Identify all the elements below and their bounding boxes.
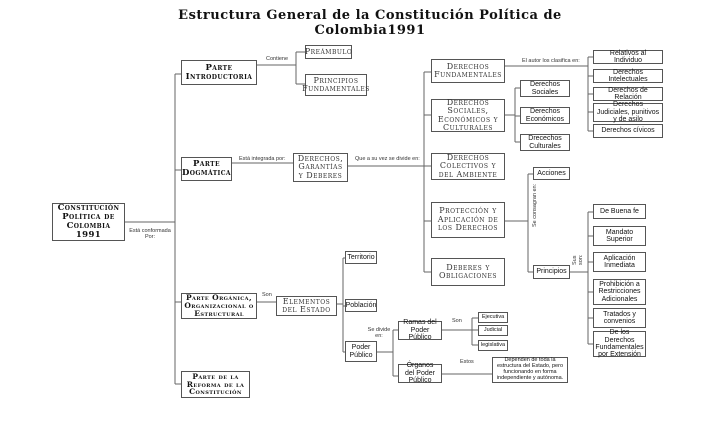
node-derechos-civicos: Derechos cívicos [593,124,663,138]
node-derechos-sociales: Derechos Sociales, Económicos y Culturales [431,99,505,132]
node-derechos-judiciales: Derechos Judiciales, punitivos y de asilo [593,103,663,122]
node-derechos-garantias-deberes: Derechos, Garantías y Deberes [293,153,348,182]
node-dependen: Dependen de toda la estructura del Estado, pero funcionando en forma independiente y autónoma. [492,357,568,383]
node-territorio: Territorio [345,251,377,264]
node-d-economicos: Derechos Económicos [520,107,570,124]
node-derechos-intelectuales: Derechos Intelectuales [593,69,663,83]
node-relativos-individuo: Relativos al Individuo [593,50,663,64]
label-son-organica: Son [262,292,272,298]
node-parte-dogmatica: Parte Dogmática [181,157,232,181]
label-sus-son: Sus son: [572,254,584,265]
node-deberes-obligaciones: Deberes y Obligaciones [431,258,505,286]
node-parte-introductoria: Parte Introductoria [181,60,257,85]
node-acciones: Acciones [533,167,570,180]
node-d-sociales: Derechos Sociales [520,80,570,97]
node-proteccion-derechos: Protección y Aplicación de los Derechos [431,202,505,238]
node-parte-organica: Parte Orgánica, Organizacional o Estructural [181,293,257,319]
node-derechos-colectivos: Derechos Colectivos y del Ambiente [431,153,505,180]
label-se-divide-en: Se divide en: [367,327,391,339]
node-organos-poder: Órganos del Poder Público [398,364,442,383]
root-node: Constitución Política de Colombia 1991 [52,203,125,241]
node-preambulo: Preámbulo [305,45,352,59]
node-derechos-relacion: Derechos de Relación [593,87,663,101]
node-prohibicion-restricciones: Prohibición a Restricciones Adicionales [593,279,646,305]
node-tratados-convenios: Tratados y convenios [593,308,646,328]
node-poblacion: Población [345,299,377,312]
label-estos: Estos [460,359,474,365]
label-se-consagran: Se consagran en: [532,183,538,227]
label-que-a-su-vez: Que a su vez se divide en: [355,156,420,162]
label-son-ramas: Son [452,318,462,324]
diagram-title: Estructura General de la Constitución Política de Colombia1991 [178,8,562,38]
label-esta-conformada: Está conformada Por: [129,228,171,240]
node-d-culturales: Drecechos Culturales [520,134,570,151]
node-legislativa: legislativa [478,340,508,351]
node-principios: Principios [533,265,570,279]
node-principios-fundamentales: Principios Fundamentales [305,74,367,96]
node-aplicacion-inmediata: Aplicación Inmediata [593,252,646,272]
node-buena-fe: De Buena fe [593,204,646,219]
label-el-autor: El autor los clasifica en: [522,58,580,64]
node-ejecutiva: Ejecutiva [478,312,508,323]
node-poder-publico: Poder Público [345,341,377,362]
node-judicial: Judicial [478,325,508,336]
label-esta-integrada: Está integrada por: [239,156,286,162]
node-derechos-extension: De los Derechos Fundamentales por Extensión [593,331,646,357]
node-ramas-poder: Ramas del Poder Público [398,321,442,340]
node-derechos-fundamentales: Derechos Fundamentales [431,59,505,83]
label-contiene: Contiene [266,56,289,62]
node-elementos-estado: Elementos del Estado [276,296,337,316]
node-mandato-superior: Mandato Superior [593,226,646,246]
node-parte-reforma: Parte de la Reforma de la Constitución [181,371,250,398]
